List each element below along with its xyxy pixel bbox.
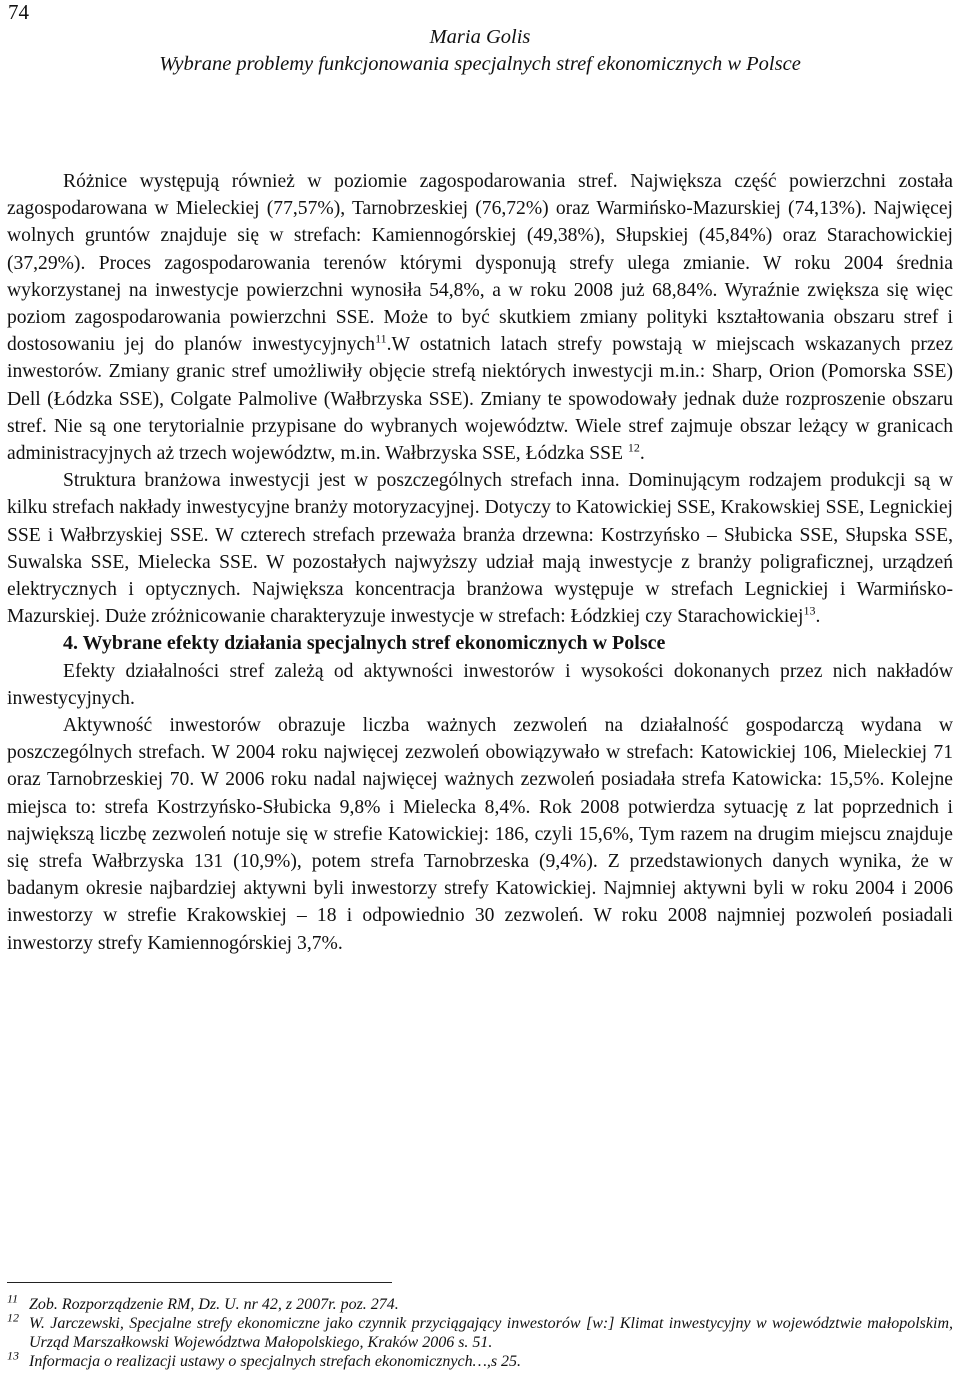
paragraph-text: Różnice występują również w poziomie zagospodarowania stref. Największa część powierzchni została zagospodarowana w Mieleckiej (77,57%), Tarnobrzeskiej (76,72%) oraz Warmińsko-Mazurskiej (74,13%). Najwięcej wolnych gruntów znajduje się w strefach: Kamiennogórskiej (49,38%), Słupskiej (45,84%) oraz Starachowickiej (37,29%). Proces zagospodarowania terenów którymi dysponują strefy ulega zmianie. W roku 2004 średnia wykorzystanej na inwestycje powierzchni wynosiła 54,8%, a w roku 2008 już 68,84%. Wyraźnie zwiększa się więc poziom zagospodarowania powierzchni SSE. Może to być skutkiem zmiany polityki kształtowania obszaru stref i dostosowaniu jej do planów inwestycyjnych (7, 171, 953, 356)
footnote-number: 11 (7, 1291, 19, 1306)
main-text (7, 168, 953, 957)
footnotes (7, 1291, 953, 1371)
footnote-number: 12 (7, 1310, 19, 1325)
paragraph-effects: Efekty działalności stref zależą od aktywności inwestorów i wysokości dokonanych przez nich nakładów inwestycyjnych. (7, 660, 953, 709)
paragraph-text: Struktura branżowa inwestycji jest w poszczególnych strefach inna. Dominującym rodzajem produkcji są w kilku strefach nakłady inwestycyjne branży motoryzacyjnej. Dotyczy to Katowickiej SSE, Krakowskiej SSE, Legnickiej SSE i Wałbrzyskiej SSE. W czterech strefach przeważa branża drzewna: Kostrzyńsko – Słubicka SSE, Słupska SSE, Suwalska SSE, Mielecka SSE. W pozostałych najwyższy udział mają inwestycje z branży poligraficznej, urządzeń elektrycznych i optycznych. Największa koncentracja branżowa występuje w strefach Legnickiej i Warmińsko-Mazurskiej. Duże zróżnicowanie charakteryzuje inwestycje w strefach: Łódzkiej czy Starachowickiej (7, 470, 953, 628)
running-header (0, 24, 960, 78)
footnote-ref-13[interactable]: 13 (803, 603, 816, 618)
footnote-ref-11[interactable]: 11 (375, 331, 387, 346)
header-title: Wybrane problemy funkcjonowania specjalnych stref ekonomicznych w Polsce (159, 53, 801, 75)
footnote-12 (7, 1310, 953, 1352)
paragraph-text: . (815, 606, 821, 628)
footnote-ref-12[interactable]: 12 (627, 440, 640, 455)
paragraph-industry-structure (7, 467, 953, 630)
section-heading: 4. Wybrane efekty działania specjalnych stref ekonomicznych w Polsce (63, 632, 666, 655)
paragraph-text: .W ostatnich latach strefy powstają w miejscach wskazanych przez inwestorów. Zmiany granic stref umożliwiły objęcie strefą niektórych inwestycji m.in.: Sharp, Orion (Pomorska SSE) Dell (Łódzka SSE), Colgate Palmolive (Wałbrzyska SSE). Zmiany te spowodowały jednak duże rozproszenie obszaru stref. Nie są one terytorialnie przypisane do wybranych województw. Wiele stref zajmuje obszar leżący w granicach administracyjnych aż trzech województw, m.in. Wałbrzyska SSE, Łódzka SSE (7, 334, 953, 465)
footnote-text: W. Jarczewski, Specjalne strefy ekonomiczne jako czynnik przyciągający inwestorów [w:] Klimat inwestycyjny w województwie małopolskim, Urząd Marszałkowski Województwa Małopolskiego, Kraków 2006 s. 51. (29, 1315, 953, 1351)
paragraph-investor-activity: Aktywność inwestorów obrazuje liczba ważnych zezwoleń na działalność gospodarczą wydana w poszczególnych strefach. W 2004 roku najwięcej zezwoleń obowiązywało w strefach: Katowickiej 106, Mieleckiej 71 oraz Tarnobrzeskiej 70. W 2006 roku nadal najwięcej ważnych zezwoleń posiadała strefa Katowicka: 15,5%. Kolejne miejsca to: strefa Kostrzyńsko-Słubicka 9,8% i Mielecka 8,4%. Rok 2008 potwierdza sytuację z lat poprzednich i największą liczbę zezwoleń notuje się w strefie Katowickiej: 186, czyli 15,6%, Tym razem na drugim miejscu znajduje się strefa Wałbrzyska 131 (10,9%), potem strefa Tarnobrzeska (9,4%). Z przedstawionych danych wynika, że w badanym okresie najbardziej aktywni byli inwestorzy strefy Katowickiej. Najmniej aktywni byli w roku 2004 i 2006 inwestorzy w strefie Krakowskiej – 18 i odpowiednio 30 zezwoleń. W roku 2008 najmniej pozwoleń posiadali inwestorzy strefy Kamiennogórskiej 3,7%. (7, 715, 953, 954)
footnote-text: Zob. Rozporządzenie RM, Dz. U. nr 42, z 2007r. poz. 274. (29, 1296, 399, 1313)
footnote-number: 13 (7, 1348, 19, 1363)
footnote-text: Informacja o realizacji ustawy o specjalnych strefach ekonomicznych…,s 25. (29, 1353, 522, 1370)
footnote-divider (7, 1282, 392, 1283)
header-author: Maria Golis (429, 26, 531, 48)
paragraph-development (7, 168, 953, 467)
footnote-11 (7, 1291, 953, 1314)
page-number: 74 (8, 0, 29, 24)
paragraph-text: . (639, 443, 645, 465)
footnote-13 (7, 1348, 953, 1371)
